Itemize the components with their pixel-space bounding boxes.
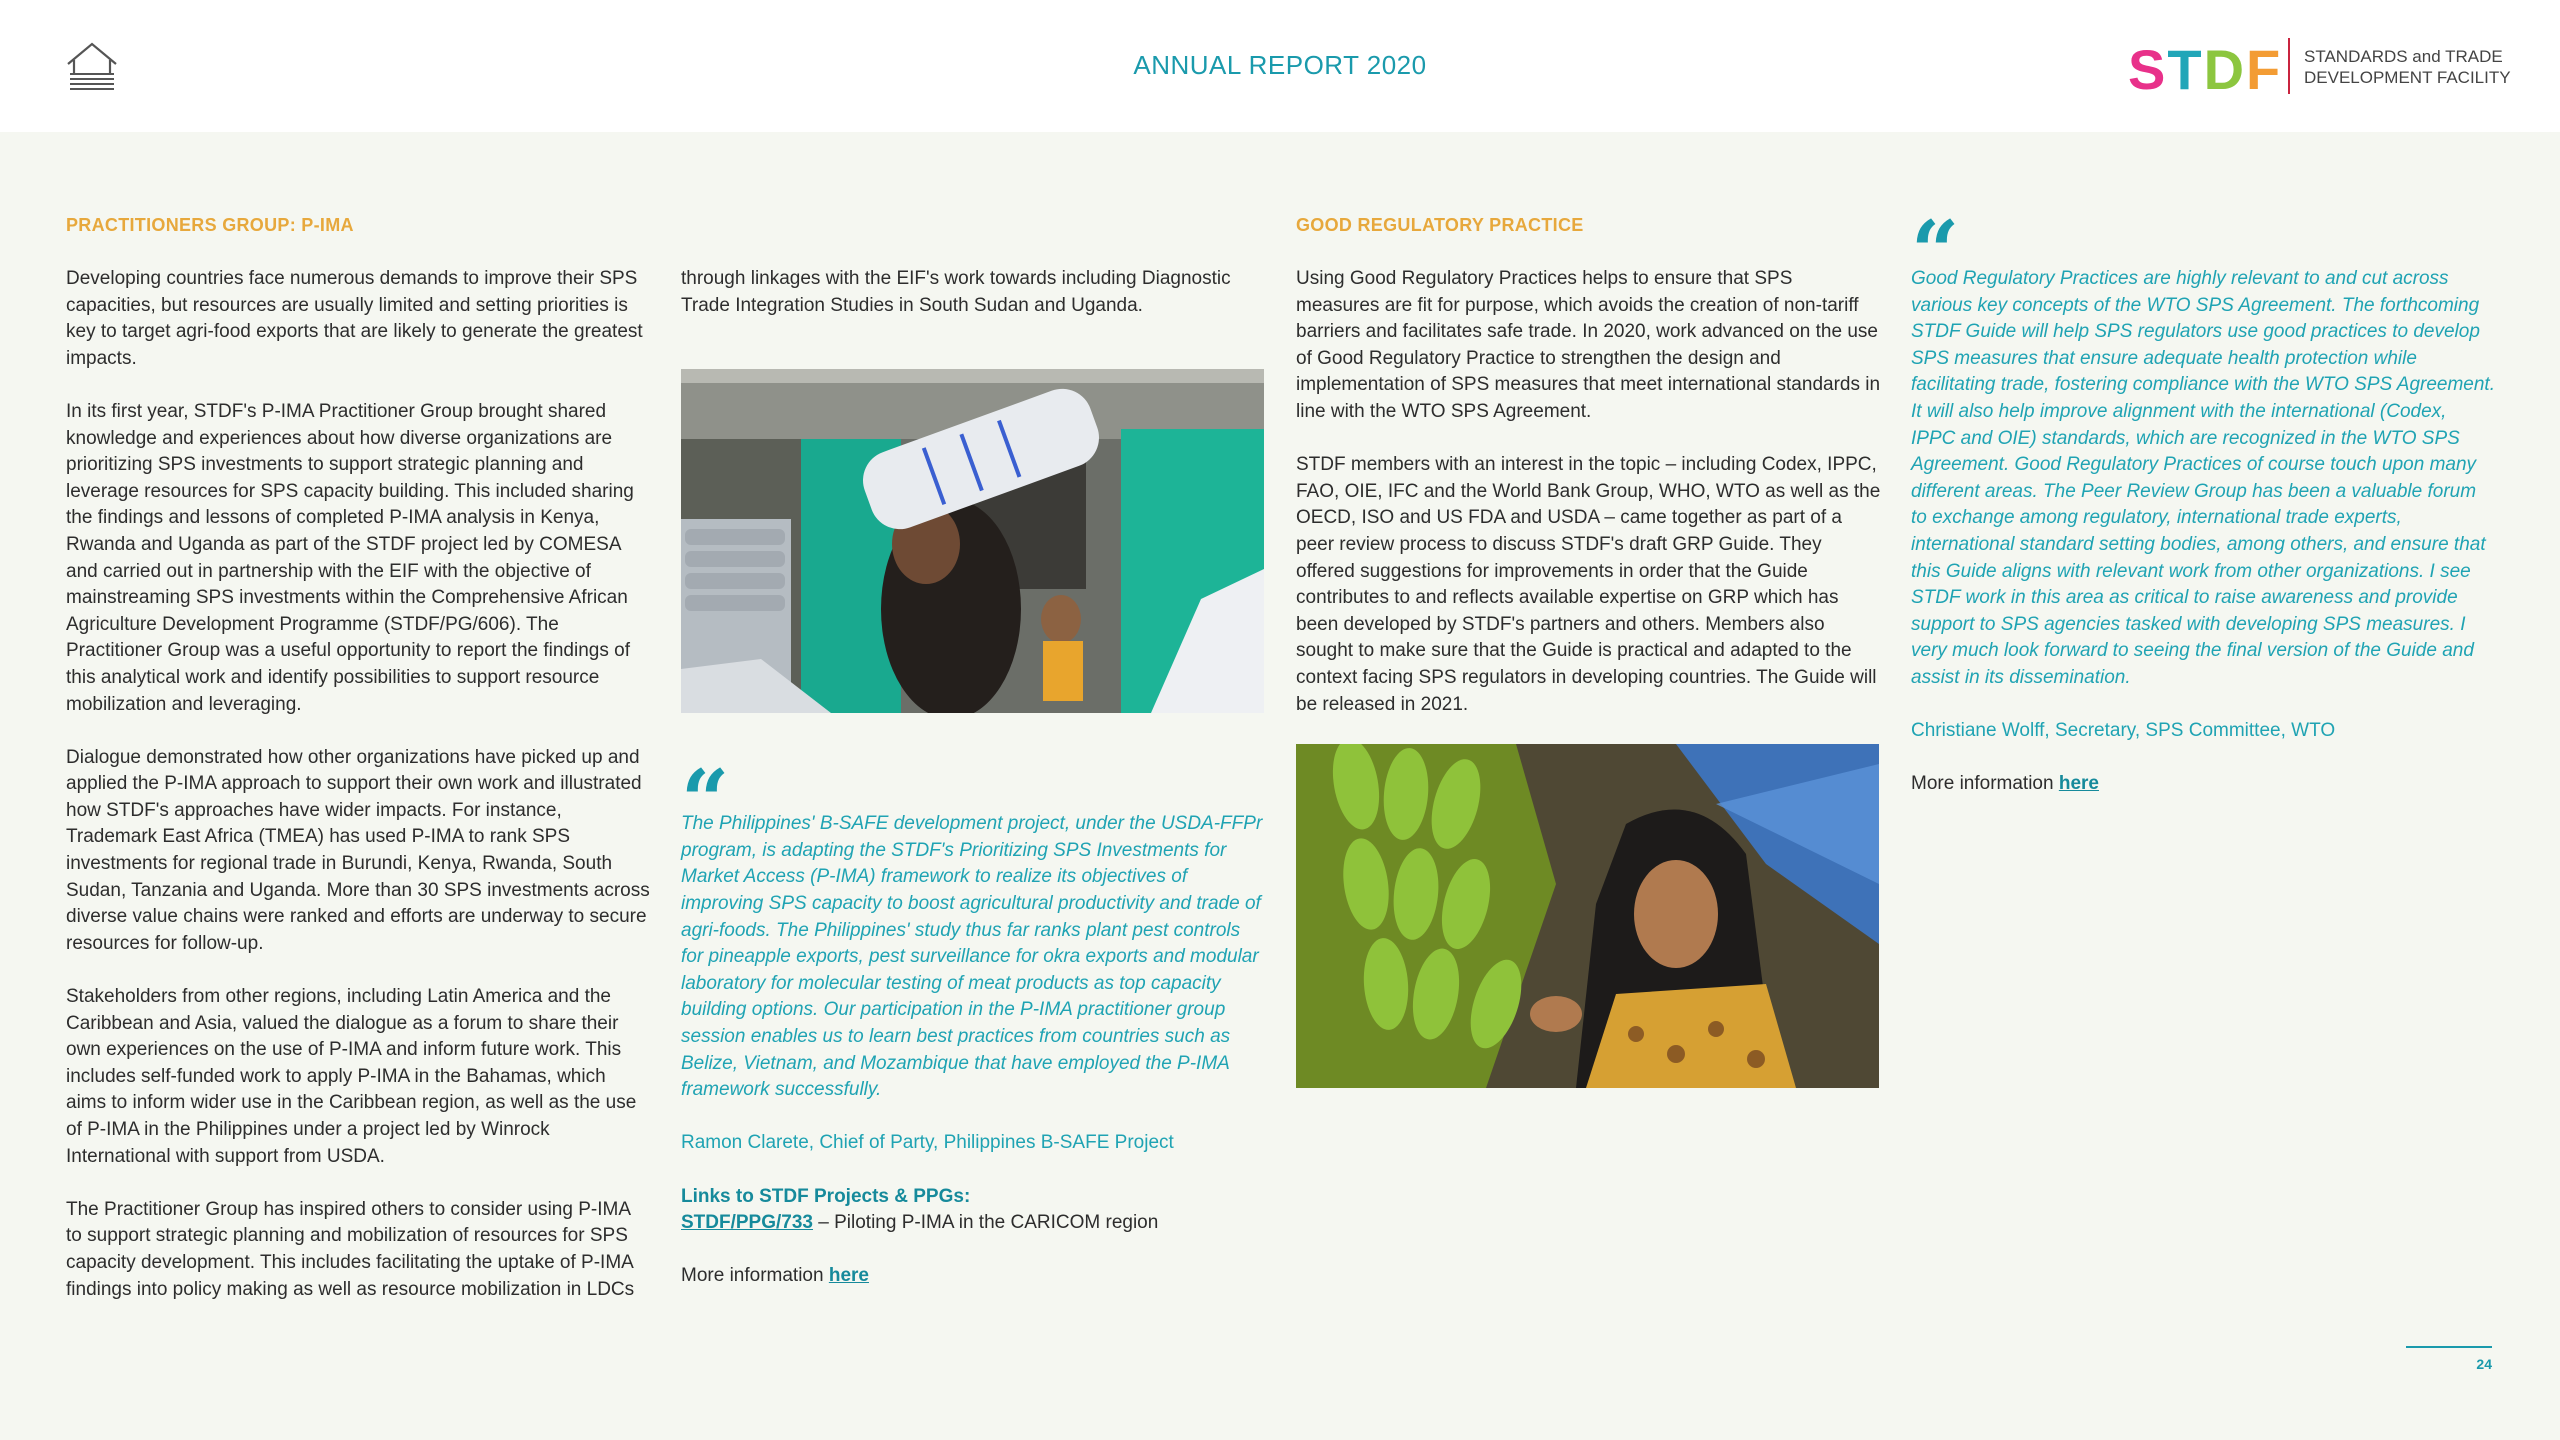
column-grp-quote — [1911, 210, 2496, 798]
logo-subtitle — [2304, 46, 2511, 88]
logo-line-1: STANDARDS and TRADE — [2304, 47, 2503, 66]
warehouse-worker-photo — [681, 369, 1264, 713]
paragraph: Developing countries face numerous demands to improve their SPS capacities, but resources are usually limited and setting priorities is key to target agri-food exports that are likely to generate the greatest impacts. — [66, 268, 643, 369]
project-link-description: – Piloting P-IMA in the CARICOM region — [813, 1212, 1159, 1234]
project-link-stdf-ppg-733[interactable]: STDF/PPG/733 — [681, 1212, 813, 1234]
logo-divider — [2288, 38, 2290, 94]
more-info-label: More information — [681, 1265, 829, 1287]
more-information — [681, 1263, 1266, 1290]
more-info-label: More information — [1911, 773, 2059, 795]
report-title: ANNUAL REPORT 2020 — [1133, 50, 1427, 80]
paragraph: In its first year, STDF's P-IMA Practitioner Group brought shared knowledge and experiences about how diverse organizations are prioritizing SPS investments to support strategic planning and leverage resources for SPS capacity building. This included sharing the findings and lessons of completed P-IMA analysis in Kenya, Rwanda and Uganda as part of the STDF project led by COMESA and carried out in partnership with the EIF with the objective of mainstreaming SPS investments within the Comprehensive African Agriculture Development Programme (STDF/PG/606). The Practitioner Group was a useful opportunity to report the findings of this analytical work and identify possibilities to support resource mobilization and leveraging. — [66, 400, 634, 715]
column-good-regulatory-practice — [1296, 212, 1881, 1134]
logo-line-2: DEVELOPMENT FACILITY — [2304, 68, 2511, 87]
more-information — [1911, 771, 2496, 798]
more-info-link[interactable]: here — [2058, 773, 2099, 795]
quote-attribution: Christiane Wolff, Secretary, SPS Committee, WTO — [1911, 720, 2336, 742]
logo-wordmark: STDF — [2128, 38, 2283, 101]
section-heading-grp: GOOD REGULATORY PRACTICE — [1296, 215, 1584, 235]
quote-mark-icon: “ — [681, 759, 730, 812]
pull-quote: Good Regulatory Practices are highly relevant to and cut across various key concepts of the WTO SPS Agreement. The forthcoming STDF Guide will help SPS regulators use good practices to develop SPS measures that ensure adequate health protection while facilitating trade, fostering compliance with the WTO SPS Agreement. It will also help improve alignment with the international (Codex, IPPC and OIE) standards, which are recognized in the WTO SPS Agreement. Good Regulatory Practices of course touch upon many different areas. The Peer Review Group has been a valuable forum to exchange among regulatory, international trade experts, international standard setting bodies, among others, and ensure that this Guide aligns with relevant work from other organizations. I see STDF work in this area as critical to raise awareness and provide support to SPS agencies tasked with developing SPS measures. I very much look forward to seeing the final version of the Guide and assist in its dissemination. — [1911, 268, 2495, 688]
more-info-link[interactable]: here — [828, 1265, 869, 1287]
project-links — [681, 1184, 1266, 1237]
quote-mark-icon: “ — [1911, 210, 1960, 266]
quote-attribution: Ramon Clarete, Chief of Party, Philippines B-SAFE Project — [681, 1132, 1174, 1154]
paragraph: through linkages with the EIF's work towards including Diagnostic Trade Integration Studies in South Sudan and Uganda. — [681, 268, 1231, 316]
banana-farmer-photo — [1296, 744, 1879, 1088]
page-number: 24 — [2476, 1356, 2492, 1372]
stdf-logo[interactable] — [2128, 34, 2528, 101]
column-p-ima-continued — [681, 266, 1266, 1290]
paragraph: Using Good Regulatory Practices helps to ensure that SPS measures are fit for purpose, which avoids the creation of non-tariff barriers and facilitates safe trade. In 2020, work advanced on the use of Good Regulatory Practice to strengthen the design and implementation of SPS measures that meet international standards in line with the WTO SPS Agreement. — [1296, 268, 1881, 422]
links-heading: Links to STDF Projects & PPGs: — [681, 1185, 971, 1207]
page-number-rule — [2406, 1346, 2492, 1348]
paragraph: STDF members with an interest in the topic – including Codex, IPPC, FAO, OIE, IFC and the World Bank Group, WHO, WTO as well as the OECD, ISO and US FDA and USDA – came together as part of a peer review process to discuss STDF's draft GRP Guide. They offered suggestions for improvements in order that the Guide contributes to and reflects available expertise on GRP which has been developed by STDF's partners and others. Members also sought to make sure that the Guide is practical and adapted to the context facing SPS regulators in developing countries. The Guide will be released in 2021. — [1296, 454, 1881, 715]
page-header — [0, 0, 2560, 132]
project-link-row — [681, 1210, 1266, 1237]
paragraph: Stakeholders from other regions, including Latin America and the Caribbean and Asia, valued the dialogue as a forum to share their own experiences on the use of P-IMA and inform future work. This includes self-funded work to apply P-IMA in the Bahamas, which aims to inform wider use in the Caribbean region, as well as the use of P-IMA in the Philippines under a project led by Winrock International with support from USDA. — [66, 986, 637, 1167]
pull-quote: The Philippines' B-SAFE development project, under the USDA-FFPr program, is adapting the STDF's Prioritizing SPS Investments for Market Access (P-IMA) framework to realize its objectives of improving SPS capacity to boost agricultural productivity and trade of agri-foods. The Philippines' study thus far ranks plant pest controls for pineapple exports, pest surveillance for okra exports and modular laboratory for molecular testing of meat products as top capacity building options. Our participation in the P-IMA practitioner group session enables us to learn best practices from countries such as Belize, Vietnam, and Mozambique that have employed the P-IMA framework successfully. — [681, 813, 1263, 1101]
paragraph: Dialogue demonstrated how other organizations have picked up and applied the P-IMA approach to support their own work and illustrated how STDF's approaches have wider impacts. For instance, Trademark East Africa (TMEA) has used P-IMA to rank SPS investments for regional trade in Burundi, Kenya, Rwanda, South Sudan, Tanzania and Uganda. More than 30 SPS investments across diverse value chains were ranked and efforts are underway to secure resources for follow-up. — [66, 746, 650, 954]
column-practitioners-group — [66, 212, 651, 1330]
section-heading-p-ima: PRACTITIONERS GROUP: P-IMA — [66, 215, 354, 235]
paragraph: The Practitioner Group has inspired others to consider using P-IMA to support strategic planning and mobilization of resources for SPS capacity development. This includes facilitating the uptake of P-IMA findings into policy making as well as resource mobilization in LDCs — [66, 1198, 635, 1300]
